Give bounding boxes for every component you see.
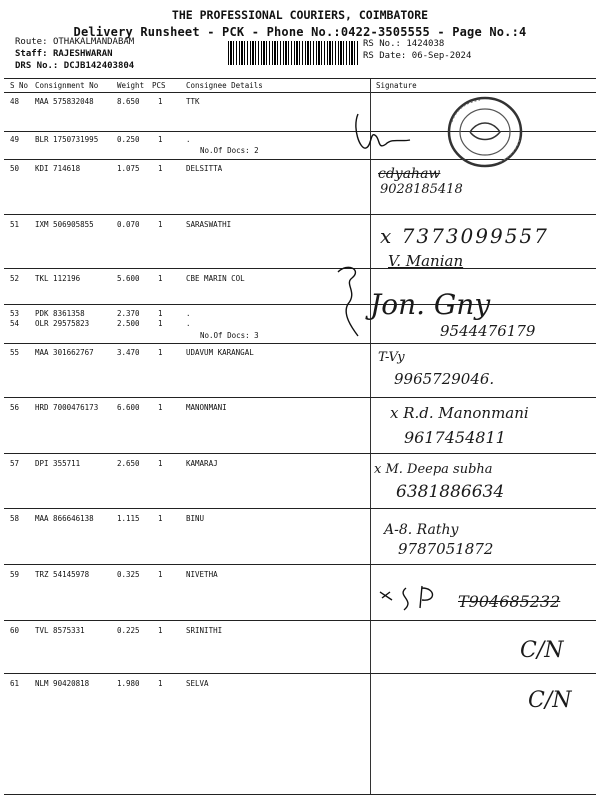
drs-label: DRS No.:	[15, 61, 59, 71]
col-sno: S No	[10, 81, 29, 90]
row-divider	[4, 343, 596, 344]
row-divider	[4, 268, 596, 269]
staff-value: RAJESHWARAN	[52, 49, 113, 59]
col-consignment: Consignment No	[35, 81, 99, 90]
cn-mark-row61: C/N	[528, 688, 572, 713]
signature-row58: A-8. Rathy	[384, 522, 459, 538]
staff-line	[15, 49, 113, 59]
phone-row57: 6381886634	[396, 482, 505, 502]
drs-line	[15, 61, 134, 71]
route-label: Route:	[15, 37, 48, 47]
phone-row56: 9617454811	[404, 428, 506, 447]
staff-label: Staff:	[15, 49, 48, 59]
phone-row55: 9965729046.	[394, 370, 495, 388]
table-top-border	[4, 78, 596, 79]
signature-column-divider	[370, 79, 371, 794]
rs-no-value: 1424038	[406, 39, 445, 49]
rs-no-label: RS No.:	[363, 39, 401, 49]
phone-row50: 9028185418	[380, 182, 463, 197]
signature-row57: x M. Deepa subha	[374, 462, 493, 477]
phone-row51: x 7373099557	[380, 224, 549, 248]
row-divider	[4, 508, 596, 509]
company-stamp	[440, 92, 530, 172]
signature-scribble	[330, 110, 440, 160]
col-pcs: PCS	[152, 81, 166, 90]
drs-value: DCJB142403804	[63, 61, 135, 71]
phone-row58: 9787051872	[398, 540, 494, 558]
route-line	[15, 37, 134, 47]
col-consignee: Consignee Details	[186, 81, 263, 90]
col-weight: Weight	[117, 81, 145, 90]
signature-row50: cdyahaw	[378, 166, 441, 182]
docs-count-note: No.Of Docs: 3	[200, 331, 259, 340]
signature-scribble	[318, 262, 378, 342]
runsheet-title: Delivery Runsheet - PCK - Phone No.:0422-3505555 - Page No.:4	[73, 25, 527, 39]
rs-no-line	[363, 39, 444, 49]
table-bottom-border	[4, 794, 596, 795]
row-divider	[4, 673, 596, 674]
row-divider	[4, 620, 596, 621]
signature-row51: V. Manian	[388, 252, 464, 270]
route-value: OTHAKALMANDABAM	[52, 37, 135, 47]
cn-mark-row60: C/N	[520, 638, 564, 663]
phone-row59: T904685232	[458, 592, 561, 611]
rs-date-value: 06-Sep-2024	[411, 51, 472, 61]
row-divider	[4, 564, 596, 565]
phone-row53: 9544476179	[440, 322, 536, 340]
rs-date-line	[363, 51, 471, 61]
row-divider	[4, 397, 596, 398]
signature-row53: Jon. Gny	[370, 288, 491, 321]
row-divider	[4, 453, 596, 454]
docs-count-note: No.Of Docs: 2	[200, 146, 259, 155]
signature-row56: x R.d. Manonmani	[390, 404, 529, 422]
col-signature: Signature	[376, 81, 417, 90]
row-divider	[4, 304, 596, 305]
row-divider	[4, 214, 596, 215]
company-title: THE PROFESSIONAL COURIERS, COIMBATORE	[171, 8, 429, 22]
rs-date-label: RS Date:	[363, 51, 407, 61]
signature-row55: T-Vy	[378, 350, 405, 365]
barcode	[228, 41, 358, 65]
